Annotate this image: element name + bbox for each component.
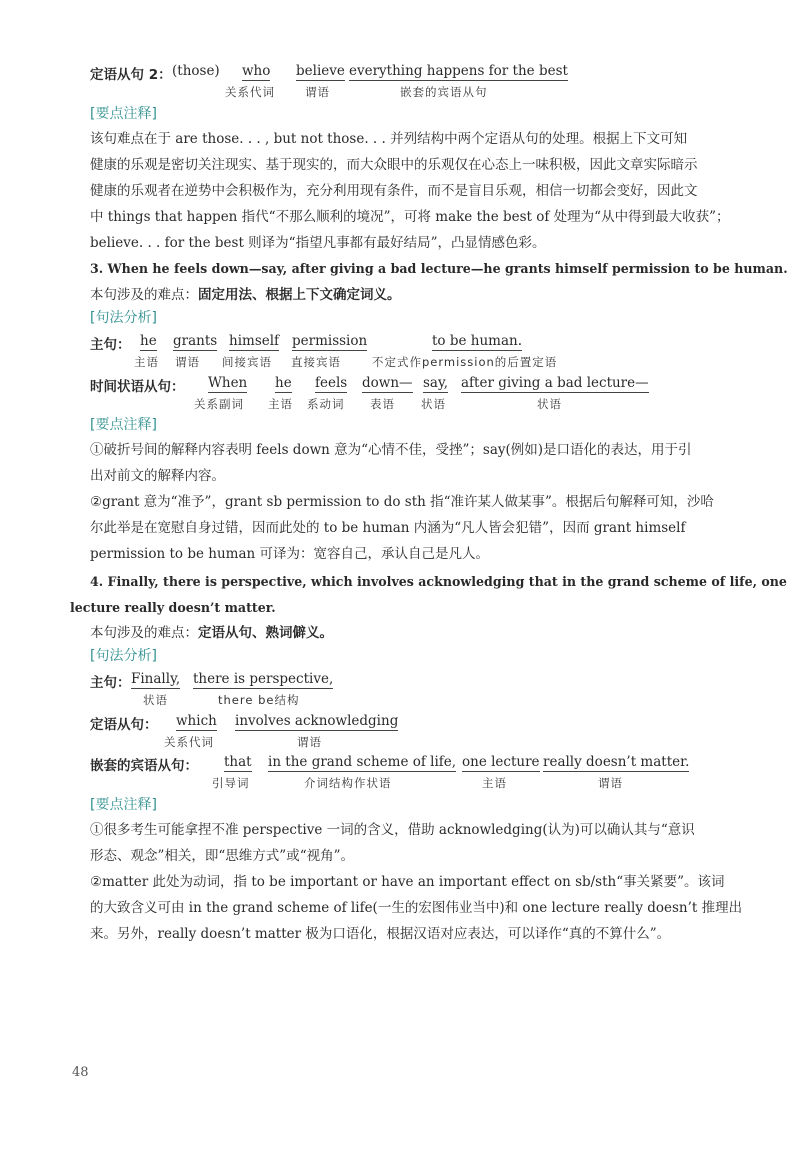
notes-line: 形态、观念”相关，即“思维方式”或“视角”。 (90, 848, 355, 864)
sentence-heading: 4. Finally, there is perspective, which involves acknowledging that in the grand scheme of life, one (90, 574, 787, 589)
clause-gloss: 关系代词 (225, 85, 275, 99)
page-number: 48 (72, 1065, 89, 1080)
difficulty-text: 固定用法、根据上下文确定词义。 (198, 287, 401, 303)
clause-gloss: 谓语 (175, 355, 200, 369)
clause-word: which (176, 713, 217, 729)
clause-gloss: 系动词 (307, 397, 345, 411)
clause-gloss: 状语 (421, 397, 446, 411)
notes-line: ②grant 意为“准予”，grant sb permission to do sth 指“准许某人做某事”。根据后句解释可知，沙哈 (90, 494, 714, 510)
clause-word: When (208, 375, 248, 391)
clause-word: he (140, 333, 157, 349)
difficulty-text: 定语从句、熟词僻义。 (198, 625, 333, 641)
clause-gloss: 直接宾语 (291, 355, 341, 369)
notes-title: [要点注释] (90, 106, 157, 122)
clause-word: grants (173, 333, 218, 349)
notes-line: 健康的乐观是密切关注现实、基于现实的，而大众眼中的乐观仅在心态上一味积极，因此文章实际暗示 (90, 157, 698, 173)
notes-line: ①破折号间的解释内容表明 feels down 意为“心情不佳，受挫”；say(例如)是口语化的表达，用于引 (90, 442, 692, 458)
notes-line: 的大致含义可由 in the grand scheme of life(一生的宏图伟业当中)和 one lecture really doesn’t 推理出 (90, 900, 743, 916)
difficulty-line (90, 623, 333, 643)
clause-gloss: 表语 (370, 397, 395, 411)
sentence-heading: 3. When he feels down—say, after giving a bad lecture—he grants himself permission to be human. (90, 261, 788, 276)
clause-word: say, (423, 375, 449, 391)
clause-gloss: 主语 (482, 776, 507, 790)
clause-word: to be human. (432, 333, 522, 349)
notes-line: 尔此举是在宽慰自身过错，因而此处的 to be human 内涵为“凡人皆会犯错”，因而 grant himself (90, 520, 686, 536)
notes-line: permission to be human 可译为：宽容自己，承认自己是凡人。 (90, 546, 489, 562)
clause-gloss: 主语 (134, 355, 159, 369)
clause-gloss: 嵌套的宾语从句 (400, 85, 488, 99)
clause-word: himself (229, 333, 280, 349)
notes-line: 出对前文的解释内容。 (90, 468, 225, 484)
clause-gloss: 引导词 (212, 776, 250, 790)
clause-word: down— (362, 375, 413, 391)
difficulty-line (90, 285, 401, 305)
clause-gloss: 间接宾语 (222, 355, 272, 369)
clause-word: permission (292, 333, 368, 349)
syntax-title: [句法分析] (90, 310, 157, 326)
clause-word: in the grand scheme of life, (268, 754, 457, 770)
clause-word: (those) (172, 63, 220, 79)
clause-word: involves acknowledging (235, 713, 399, 729)
difficulty-label: 本句涉及的难点： (90, 287, 198, 303)
clause-gloss: 主语 (268, 397, 293, 411)
clause-gloss: 状语 (143, 693, 168, 707)
clause-word: everything happens for the best (349, 63, 568, 79)
clause-gloss: 状语 (537, 397, 562, 411)
clause-gloss: there be结构 (218, 693, 300, 707)
notes-title: [要点注释] (90, 417, 157, 433)
notes-line: 中 things that happen 指代“不那么顺利的境况”，可将 make the best of 处理为“从中得到最大收获”； (90, 209, 730, 225)
clause-gloss: 关系代词 (164, 735, 214, 749)
notes-line: 来。另外，really doesn’t matter 极为口语化，根据汉语对应表达，可以译作“真的不算什么”。 (90, 926, 671, 942)
clause-gloss: 不定式作permission的后置定语 (372, 355, 558, 369)
notes-title: [要点注释] (90, 797, 157, 813)
clause-label: 定语从句： (90, 717, 158, 733)
sentence-heading: lecture really doesn’t matter. (70, 600, 276, 615)
clause-gloss: 谓语 (598, 776, 623, 790)
clause-word: really doesn’t matter. (543, 754, 690, 770)
clause-word: after giving a bad lecture— (461, 375, 649, 391)
clause-word: that (224, 754, 252, 770)
difficulty-label: 本句涉及的难点： (90, 625, 198, 641)
clause-word: he (275, 375, 292, 391)
clause-word: there is perspective, (193, 671, 334, 687)
clause-label: 主句： (90, 675, 131, 691)
clause-gloss: 谓语 (297, 735, 322, 749)
clause-word: feels (315, 375, 348, 391)
clause-label: 定语从句 2： (90, 67, 172, 83)
clause-label: 主句： (90, 337, 131, 353)
clause-word: who (242, 63, 271, 79)
clause-label: 时间状语从句： (90, 379, 185, 395)
clause-gloss: 介词结构作状语 (304, 776, 392, 790)
notes-line: 健康的乐观者在逆势中会积极作为，充分利用现有条件，而不是盲目乐观，相信一切都会变好，因此文 (90, 183, 698, 199)
clause-label: 嵌套的宾语从句： (90, 758, 198, 774)
clause-word: one lecture (462, 754, 540, 770)
notes-line: 该句难点在于 are those. . . , but not those. . . 并列结构中两个定语从句的处理。根据上下文可知 (90, 131, 688, 147)
notes-line: ②matter 此处为动词，指 to be important or have an important effect on sb/sth“事关紧要”。该词 (90, 874, 725, 890)
notes-line: ①很多考生可能拿捏不准 perspective 一词的含义，借助 acknowledging(认为)可以确认其与“意识 (90, 822, 695, 838)
clause-gloss: 谓语 (305, 85, 330, 99)
clause-word: believe (296, 63, 345, 79)
clause-gloss: 关系副词 (194, 397, 244, 411)
syntax-title: [句法分析] (90, 648, 157, 664)
notes-line: believe. . . for the best 则译为“指望凡事都有最好结局”，凸显情感色彩。 (90, 235, 546, 251)
clause-word: Finally, (131, 671, 181, 687)
